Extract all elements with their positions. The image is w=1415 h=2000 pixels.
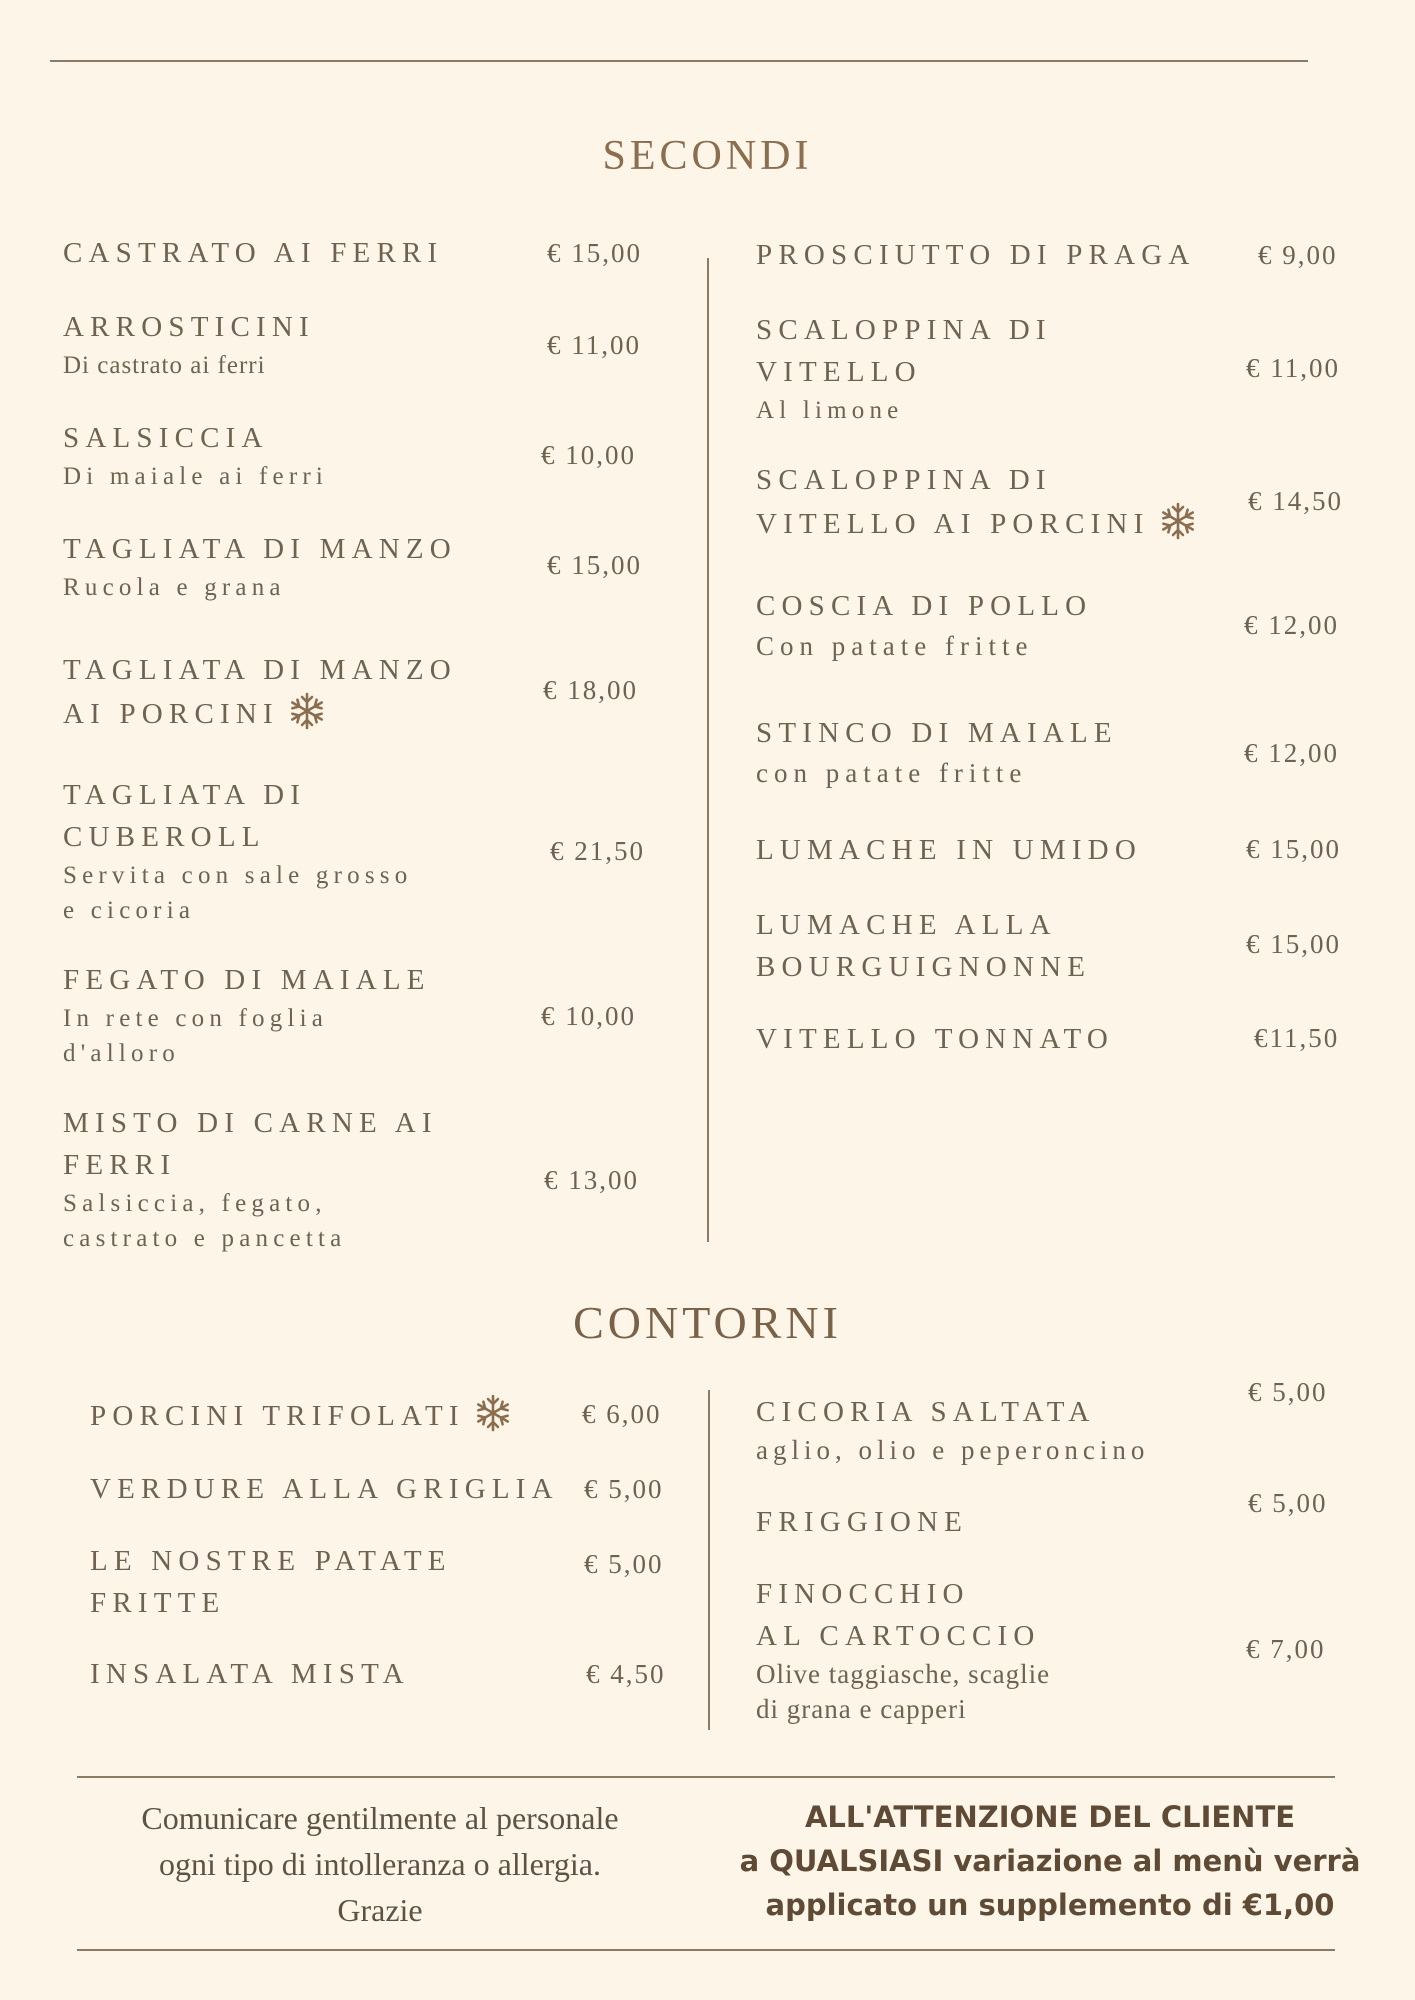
dish-name: SCALOPPINA DI — [756, 314, 1052, 346]
dish-name-text: VITELLO AI PORCINI — [756, 508, 1150, 540]
dish-description: Rucola e grana — [63, 574, 286, 601]
dish-name-line2: FRITTE — [90, 1587, 226, 1619]
dish-name-line2: BOURGUIGNONNE — [756, 951, 1092, 983]
dish-price: € 6,00 — [582, 1399, 662, 1429]
supplement-notice-line: applicato un supplemento di €1,00 — [765, 1888, 1335, 1922]
allergy-notice — [80, 1795, 680, 1933]
dish-description: con patate fritte — [756, 758, 1028, 788]
dish-name-text: PORCINI TRIFOLATI — [90, 1400, 465, 1432]
dish-name — [90, 1393, 513, 1437]
dish-price: € 14,50 — [1248, 486, 1343, 516]
secondi-title: SECONDI — [602, 133, 813, 179]
menu-item-patate-fritte — [90, 1540, 452, 1624]
dish-name: LUMACHE ALLA — [756, 909, 1057, 941]
menu-item-tagliata-cuberoll — [63, 774, 412, 928]
dish-name: LUMACHE IN UMIDO — [756, 834, 1142, 866]
dish-description: Salsiccia, fegato, — [63, 1190, 327, 1217]
dish-name-line2: CUBEROLL — [63, 821, 266, 853]
menu-item-insalata-mista — [90, 1653, 410, 1695]
dish-price: € 10,00 — [541, 440, 636, 470]
dish-price: € 18,00 — [543, 675, 638, 705]
dish-name: STINCO DI MAIALE — [756, 717, 1118, 749]
top-rule — [50, 60, 1308, 62]
dish-price: € 5,00 — [584, 1549, 664, 1579]
menu-item-scaloppina-ai-porcini — [756, 459, 1198, 545]
menu-item-cicoria-saltata — [756, 1391, 1149, 1468]
dish-description: aglio, olio e peperoncino — [756, 1435, 1150, 1465]
dish-name: VERDURE ALLA GRIGLIA — [90, 1473, 559, 1505]
dish-description: In rete con foglia — [63, 1005, 329, 1032]
dish-description: Servita con sale grosso — [63, 862, 413, 889]
dish-name: SALSICCIA — [63, 422, 269, 454]
dish-description-line2: e cicoria — [63, 897, 196, 924]
contorni-title: CONTORNI — [573, 1297, 842, 1348]
dish-name: ARROSTICINI — [63, 311, 315, 343]
dish-name: CASTRATO AI FERRI — [63, 237, 444, 269]
dish-price: € 7,00 — [1246, 1634, 1326, 1664]
dish-name-line2 — [63, 691, 457, 735]
menu-item-lumache-bourguignonne — [756, 904, 1091, 988]
dish-price: € 12,00 — [1244, 738, 1339, 768]
snowflake-icon — [287, 691, 327, 731]
menu-item-scaloppina-di-vitello — [756, 309, 1052, 428]
secondi-divider — [707, 258, 709, 1242]
supplement-notice-line: a QUALSIASI variazione al menù verrà — [739, 1844, 1361, 1878]
dish-price: € 10,00 — [541, 1001, 636, 1031]
dish-price: € 15,00 — [1246, 929, 1341, 959]
dish-description: Al limone — [756, 397, 904, 424]
menu-item-porcini-trifolati — [90, 1393, 513, 1437]
menu-item-misto-di-carne — [63, 1102, 438, 1256]
dish-name-line2: AL CARTOCCIO — [756, 1620, 1041, 1652]
dish-description: Di castrato ai ferri — [63, 352, 266, 379]
dish-name: SCALOPPINA DI — [756, 464, 1052, 496]
dish-description-line2: d'alloro — [63, 1040, 180, 1067]
dish-description: Olive taggiasche, scaglie — [756, 1659, 1051, 1689]
dish-name: TAGLIATA DI MANZO — [63, 533, 457, 565]
dish-name: TAGLIATA DI MANZO — [63, 654, 457, 686]
menu-item-tagliata-ai-porcini — [63, 649, 457, 735]
dish-name: FRIGGIONE — [756, 1506, 969, 1538]
dish-name-text: AI PORCINI — [63, 698, 279, 730]
dish-price: € 15,00 — [547, 550, 642, 580]
menu-item-coscia-di-pollo — [756, 585, 1092, 664]
dish-price: € 11,00 — [1246, 353, 1340, 383]
dish-name: MISTO DI CARNE AI — [63, 1107, 438, 1139]
menu-item-friggione — [756, 1501, 968, 1543]
menu-item-vitello-tonnato — [756, 1018, 1114, 1060]
dish-description: Con patate fritte — [756, 631, 1034, 661]
dish-name: INSALATA MISTA — [90, 1658, 410, 1690]
menu-item-fegato-di-maiale — [63, 959, 431, 1071]
dish-description: Di maiale ai ferri — [63, 463, 329, 490]
menu-item-verdure-alla-griglia — [90, 1468, 559, 1510]
dish-name-line2: VITELLO — [756, 356, 922, 388]
dish-name: FINOCCHIO — [756, 1578, 970, 1610]
dish-name: FEGATO DI MAIALE — [63, 964, 431, 996]
dish-price: € 5,00 — [1248, 1488, 1328, 1518]
dish-name: COSCIA DI POLLO — [756, 590, 1093, 622]
dish-name-line2 — [756, 501, 1198, 545]
dish-description-line2: di grana e capperi — [756, 1694, 967, 1724]
footer-top-rule — [77, 1776, 1335, 1778]
dish-price: € 4,50 — [586, 1659, 666, 1689]
snowflake-icon — [473, 1393, 513, 1433]
dish-name: CICORIA SALTATA — [756, 1396, 1096, 1428]
allergy-notice-line: Comunicare gentilmente al personale — [141, 1800, 619, 1836]
dish-price: € 9,00 — [1258, 240, 1338, 270]
dish-name-line2: FERRI — [63, 1149, 177, 1181]
menu-item-castrato-ai-ferri — [63, 232, 443, 274]
dish-price: € 15,00 — [547, 238, 642, 268]
supplement-notice-line: ALL'ATTENZIONE DEL CLIENTE — [804, 1800, 1296, 1834]
dish-name: VITELLO TONNATO — [756, 1023, 1115, 1055]
allergy-notice-line: Grazie — [337, 1892, 423, 1928]
dish-name: PROSCIUTTO DI PRAGA — [756, 239, 1196, 271]
supplement-notice — [730, 1795, 1370, 1927]
menu-item-finocchio-al-cartoccio — [756, 1573, 1050, 1727]
dish-price: €11,50 — [1254, 1023, 1340, 1053]
contorni-divider — [708, 1390, 710, 1730]
dish-price: € 15,00 — [1246, 834, 1341, 864]
menu-item-salsiccia — [63, 417, 328, 494]
menu-item-stinco-di-maiale — [756, 712, 1118, 791]
dish-description-line2: castrato e pancetta — [63, 1225, 347, 1252]
footer-bottom-rule — [77, 1949, 1335, 1951]
dish-price: € 12,00 — [1244, 610, 1339, 640]
dish-price: € 11,00 — [547, 330, 641, 360]
menu-item-lumache-in-umido — [756, 829, 1142, 871]
dish-price: € 5,00 — [1248, 1377, 1328, 1407]
dish-name: LE NOSTRE PATATE — [90, 1545, 452, 1577]
menu-item-tagliata-di-manzo — [63, 528, 457, 605]
snowflake-icon — [1158, 501, 1198, 541]
dish-price: € 5,00 — [584, 1474, 664, 1504]
allergy-notice-line: ogni tipo di intolleranza o allergia. — [159, 1846, 601, 1882]
menu-item-prosciutto-di-praga — [756, 234, 1196, 276]
dish-price: € 13,00 — [544, 1165, 639, 1195]
dish-name: TAGLIATA DI — [63, 779, 307, 811]
menu-item-arrosticini — [63, 306, 315, 383]
dish-price: € 21,50 — [550, 836, 645, 866]
